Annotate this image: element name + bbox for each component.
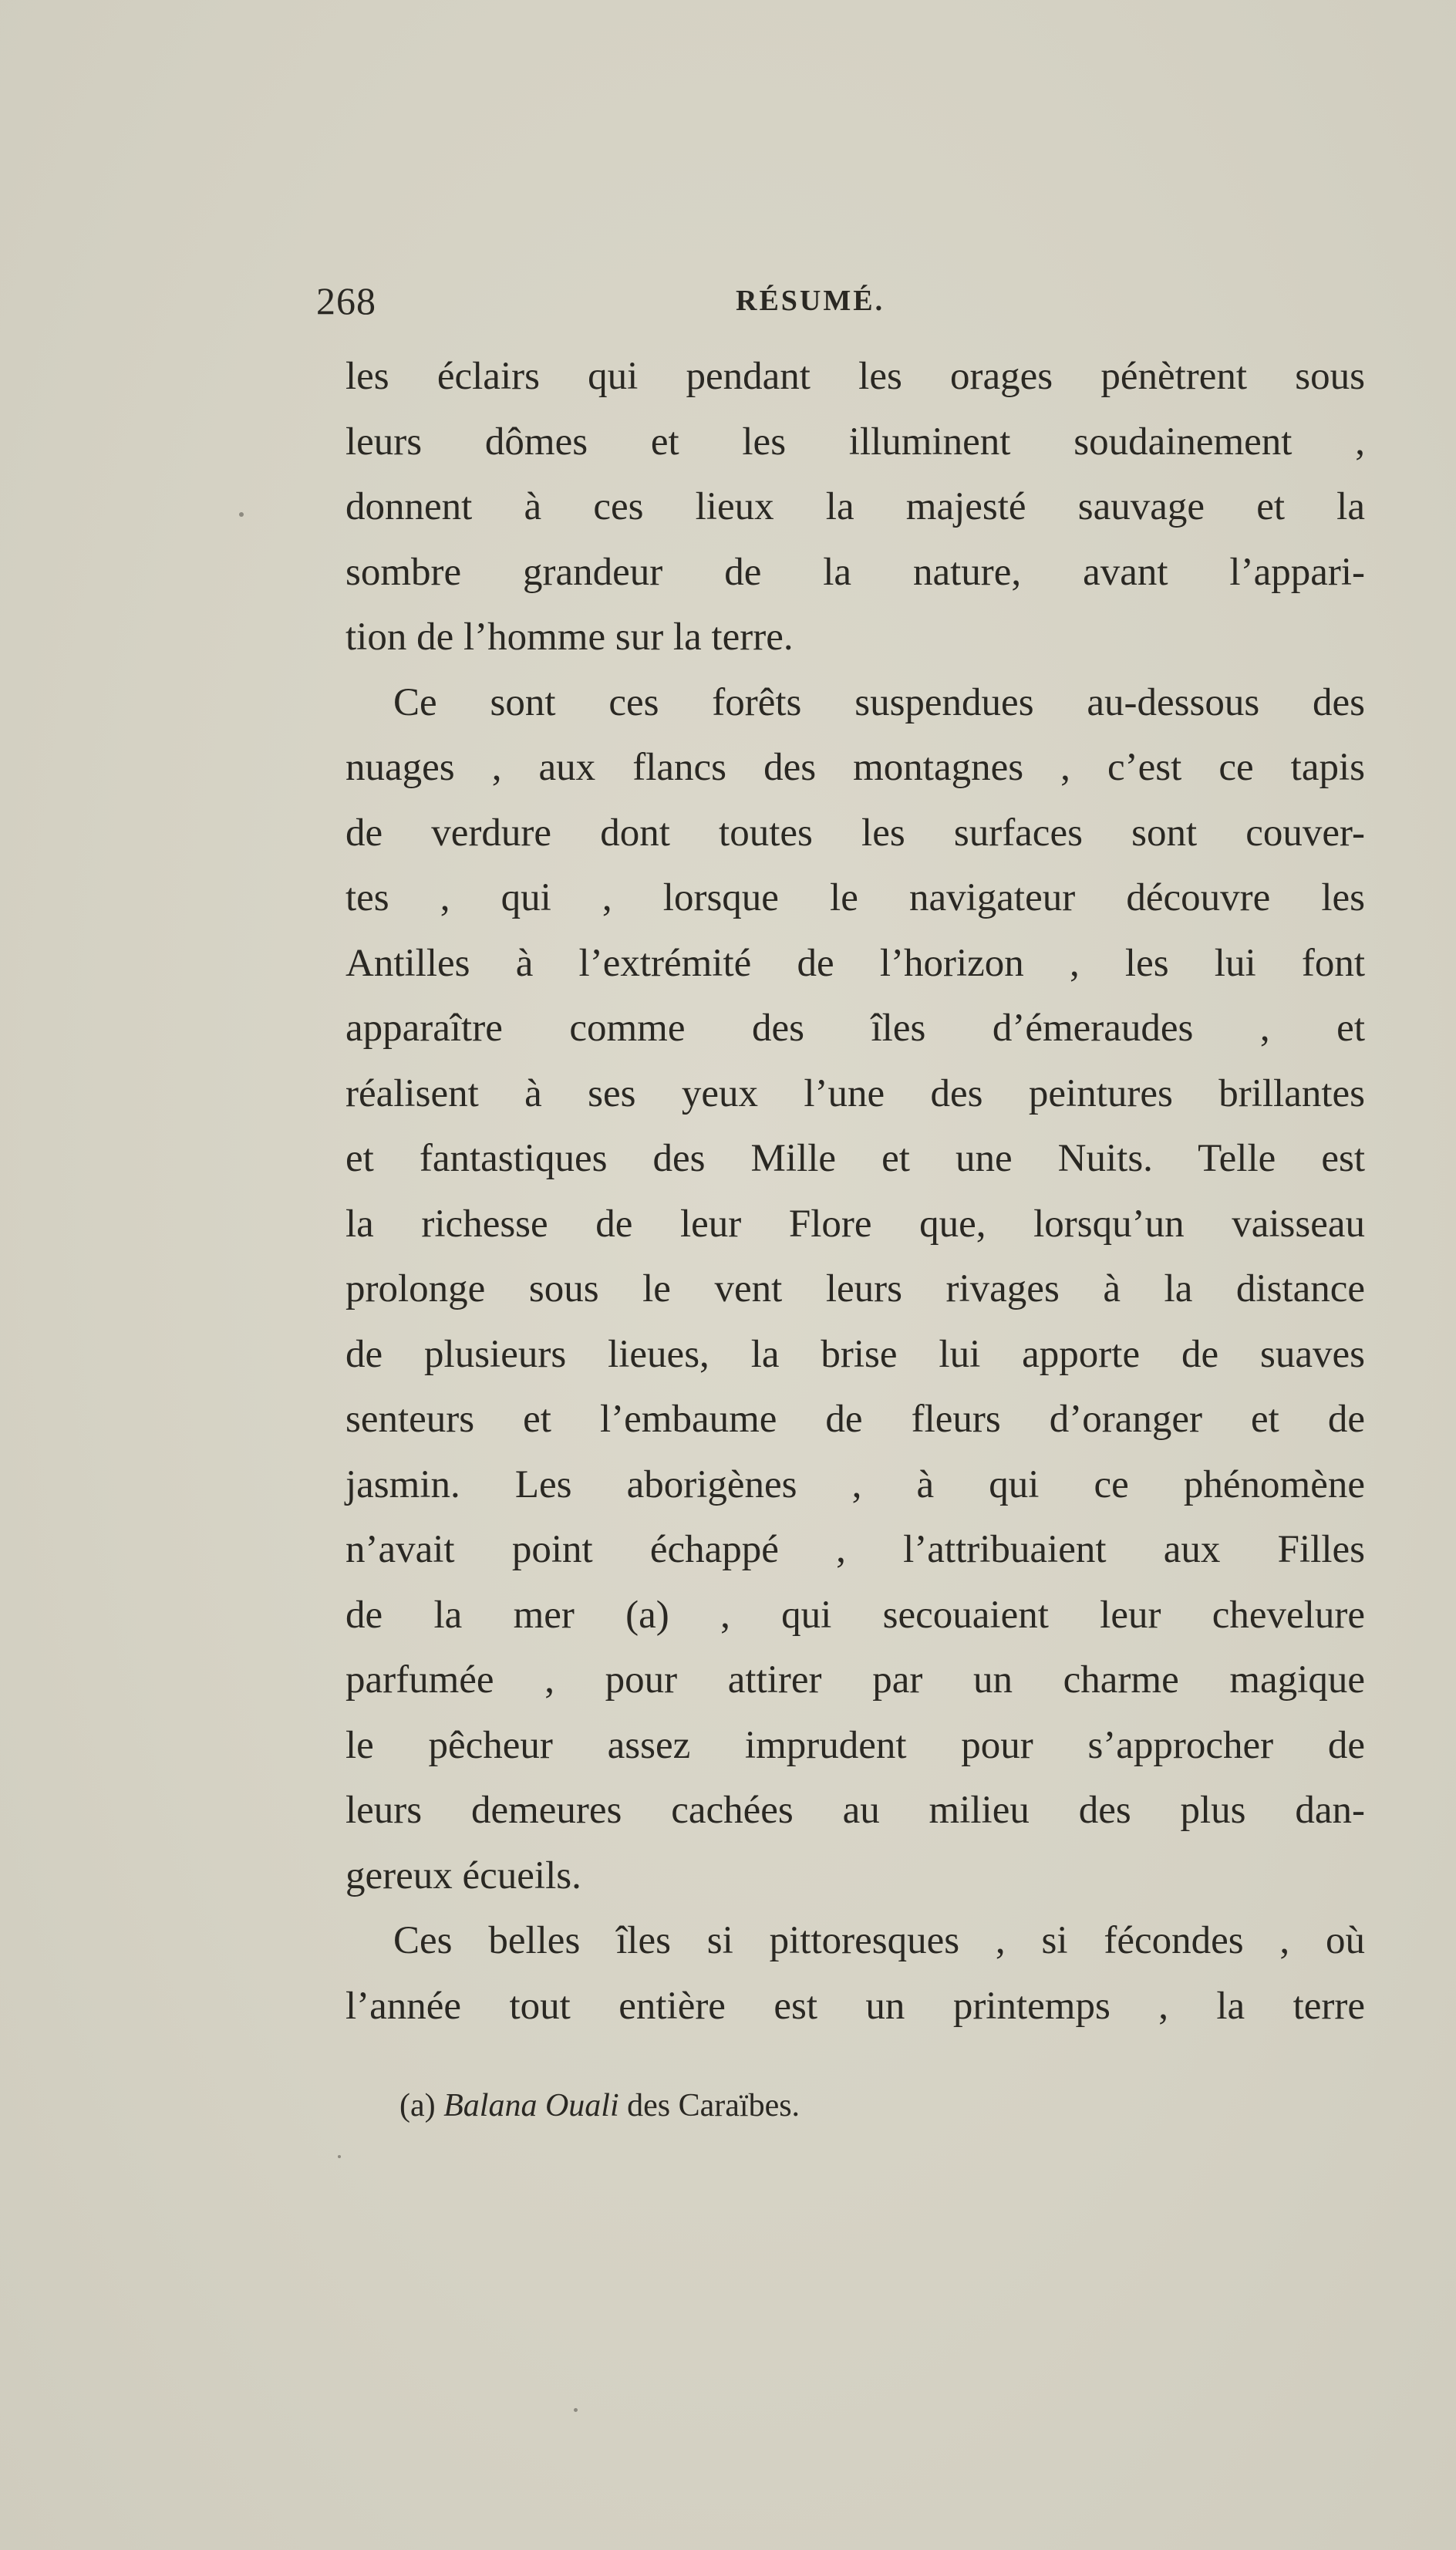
text-line: Ces belles îles si pittoresques , si fécondes , où (393, 1919, 1365, 1962)
text-line: Ce sont ces forêts suspendues au-dessous des (393, 680, 1365, 724)
text-line: jasmin. Les aborigènes , à qui ce phénomène (345, 1462, 1365, 1506)
text-line: leurs demeures cachées au milieu des plus dan- (345, 1789, 1365, 1832)
text-line: réalisent à ses yeux l’une des peintures brillantes (345, 1071, 1365, 1115)
text-line: parfumée , pour attirer par un charme magique (345, 1658, 1365, 1702)
paper-speck (239, 512, 244, 517)
text-line: le pêcheur assez imprudent pour s’approcher de (345, 1723, 1365, 1767)
paragraph (345, 344, 1365, 670)
text-line: de verdure dont toutes les surfaces sont couver- (345, 811, 1365, 855)
body-text (345, 344, 1365, 2039)
text-line: tes , qui , lorsque le navigateur découvre les (345, 876, 1365, 919)
text-line: nuages , aux flancs des montagnes , c’est ce tapis (345, 746, 1365, 789)
text-line: sombre grandeur de la nature, avant l’appari- (345, 550, 1365, 594)
text-line: senteurs et l’embaume de fleurs d’oranger et de (345, 1398, 1365, 1441)
footnote (399, 2083, 800, 2129)
text-line: n’avait point échappé , l’attribuaient aux Filles (345, 1528, 1365, 1571)
text-line: donnent à ces lieux la majesté sauvage et la (345, 485, 1365, 528)
text-line: tion de l’homme sur la terre. (345, 616, 794, 659)
paper-speck (338, 2155, 341, 2158)
paragraph (345, 1908, 1365, 2039)
footnote-italic-text: Balana Ouali (443, 2088, 619, 2123)
text-line: la richesse de leur Flore que, lorsqu’un vaisseau (345, 1202, 1365, 1246)
text-line: de plusieurs lieues, la brise lui apporte de suaves (345, 1332, 1365, 1376)
text-line: leurs dômes et les illuminent soudainement , (345, 420, 1365, 464)
footnote-text: des Caraïbes. (627, 2088, 800, 2123)
page-number: 268 (316, 279, 376, 322)
paper-speck (574, 2408, 578, 2412)
text-line: Antilles à l’extrémité de l’horizon , les lui font (345, 941, 1365, 985)
text-line: et fantastiques des Mille et une Nuits. Telle est (345, 1137, 1365, 1180)
text-line: l’année tout entière est un printemps , la terre (345, 1984, 1365, 2028)
footnote-marker: (a) (399, 2088, 436, 2123)
text-line: les éclairs qui pendant les orages pénètrent sous (345, 355, 1365, 398)
text-line: apparaître comme des îles d’émeraudes , et (345, 1007, 1365, 1050)
running-head: RÉSUMÉ. (736, 285, 885, 317)
text-line: de la mer (a) , qui secouaient leur chevelure (345, 1593, 1365, 1637)
text-line: prolonge sous le vent leurs rivages à la distance (345, 1267, 1365, 1310)
paragraph (345, 670, 1365, 1909)
page-header (316, 274, 949, 328)
text-line: gereux écueils. (345, 1853, 581, 1897)
